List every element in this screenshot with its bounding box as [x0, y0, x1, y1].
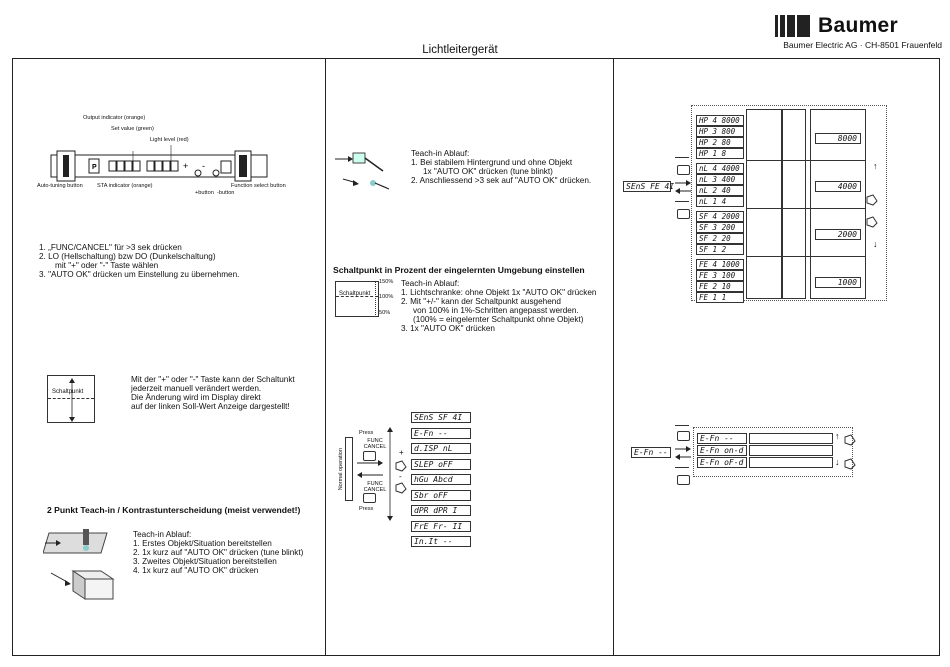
- sens-value-display: 8000: [815, 133, 861, 144]
- menu-display-3: SLEP oFF: [411, 459, 471, 470]
- teach2-0: Teach-in Ablauf:: [401, 279, 460, 288]
- light-level-label: Light level (red): [150, 137, 189, 143]
- sens-up-arrow-icon: ↑: [873, 161, 878, 171]
- sens-value-display: 1000: [815, 277, 861, 288]
- teach2-4: (100% = eingelernter Schaltpunkt ohne Objekt): [413, 315, 584, 324]
- plus-sign: +: [399, 448, 404, 457]
- percent-scale-line: [375, 281, 376, 317]
- function-select-label: Function select button: [231, 183, 286, 189]
- sens-row: nL 3 400: [696, 174, 744, 185]
- sens-row: SF 4 2000: [696, 211, 744, 222]
- efn-side-line: [675, 467, 689, 468]
- step-2-cont: mit "+" oder "-" Taste wählen: [55, 261, 159, 270]
- percent-150: 150%: [379, 279, 394, 285]
- efn-down-arrow-icon: ↓: [835, 457, 840, 467]
- func-bottom-label: FUNC CANCEL: [363, 481, 387, 494]
- plus-button-label: +button: [195, 190, 214, 196]
- column-divider: [325, 59, 326, 655]
- svg-text:+: +: [183, 161, 189, 171]
- page-title: Lichtleitergerät: [422, 44, 498, 56]
- menu-display-2: d.ISP nL: [411, 443, 471, 454]
- sens-arrows-icon: [673, 179, 693, 195]
- teach2-5: 3. 1x "AUTO OK" drücken: [401, 324, 495, 333]
- step-3: 3. "AUTO OK" drücken um Einstellung zu übernehmen.: [39, 270, 240, 279]
- efn-side-line: [675, 425, 689, 426]
- two-point-step-3: 3. Zweites Objekt/Situation bereitstellen: [133, 557, 277, 566]
- sens-row: HP 4 8000: [696, 115, 744, 126]
- efn-arrows-icon: [673, 445, 693, 461]
- sens-row: HP 3 800: [696, 126, 744, 137]
- step-2: 2. LO (Hellschaltung) bzw DO (Dunkelschaltung): [39, 252, 216, 261]
- efn-row-box: [749, 457, 833, 468]
- percent-100: 100%: [379, 294, 394, 300]
- sens-row: nL 4 4000: [696, 163, 744, 174]
- brand-subtitle: Baumer Electric AG · CH-8501 Frauenfeld: [783, 40, 942, 50]
- teach-illustration-icon: [333, 143, 395, 195]
- auto-tuning-label: Auto-tuning button: [37, 183, 83, 189]
- func-cancel-button-bottom[interactable]: [363, 493, 376, 503]
- teach1-1: 1. Bei stabilem Hintergrund und ohne Objekt: [411, 158, 573, 167]
- menu-display-4: hGu Abcd: [411, 474, 471, 485]
- column-divider: [613, 59, 614, 655]
- teach1-3: 2. Anschliessend >3 sek auf "AUTO OK" drücken.: [411, 176, 592, 185]
- press-top-label: Press: [359, 430, 374, 436]
- efn-display: E-Fn --: [631, 447, 671, 458]
- efn-row-box: [749, 445, 833, 456]
- sens-row: FE 4 1000: [696, 259, 744, 270]
- cycle-arrows-icon: [355, 457, 385, 481]
- efn-row: E-Fn on-d: [697, 445, 747, 456]
- two-point-title: 2 Punkt Teach-in / Kontrastunterscheidung (meist verwendet!): [47, 505, 301, 515]
- menu-display-8: In.It --: [411, 536, 471, 547]
- brand-name: Baumer: [818, 14, 898, 37]
- up-down-arrow-icon: [68, 378, 76, 422]
- side-button-top[interactable]: [677, 165, 690, 175]
- press-bottom-label: Press: [359, 506, 374, 512]
- manual-text-1: Mit der "+" oder "-" Taste kann der Schaltunkt: [131, 375, 295, 384]
- teach1-0: Teach-in Ablauf:: [411, 149, 470, 158]
- document-frame: [12, 58, 940, 656]
- efn-button-bottom[interactable]: [677, 475, 690, 485]
- sens-row: HP 1 8: [696, 148, 744, 159]
- sens-row: SF 2 20: [696, 233, 744, 244]
- two-point-step-2: 2. 1x kurz auf "AUTO OK" drücken (tune blinkt): [133, 548, 304, 557]
- schaltpunkt-box: [47, 375, 95, 423]
- teach1-2: 1x "AUTO OK" drücken (tune blinkt): [423, 167, 553, 176]
- sens-row: FE 3 100: [696, 270, 744, 281]
- teach2-3: von 100% in 1%-Schritten angepasst werden.: [413, 306, 579, 315]
- menu-display-7: FrE Fr- II: [411, 521, 471, 532]
- func-top-label: FUNC CANCEL: [363, 438, 387, 451]
- side-line: [675, 157, 689, 158]
- minus-button-label: -button: [217, 190, 235, 196]
- percent-box: [335, 281, 379, 317]
- efn-up-arrow-icon: ↑: [835, 431, 840, 441]
- normal-operation-box: [337, 437, 353, 501]
- two-point-step-1: 1. Erstes Objekt/Situation bereitstellen: [133, 539, 272, 548]
- sta-indicator-label: STA indicator (orange): [97, 183, 153, 189]
- sens-col-mid: [782, 109, 806, 299]
- sens-row: SF 3 200: [696, 222, 744, 233]
- sens-row: nL 1 4: [696, 196, 744, 207]
- two-point-step-4: 4. 1x kurz auf "AUTO OK" drücken: [133, 566, 259, 575]
- two-point-illustration-icon: [43, 525, 121, 601]
- menu-display-6: dPR dPR I: [411, 505, 471, 516]
- two-point-step-0: Teach-in Ablauf:: [133, 530, 192, 539]
- sens-row: FE 1 1: [696, 292, 744, 303]
- sens-value-display: 4000: [815, 181, 861, 192]
- teach2-2: 2. Mit "+/-" kann der Schaltpunkt ausgehend: [401, 297, 561, 306]
- menu-display-5: Sbr oFF: [411, 490, 471, 501]
- teach2-1: 1. Lichtschranke: ohne Objekt 1x "AUTO OK" drücken: [401, 288, 597, 297]
- manual-text-3: Die Änderung wird im Display direkt: [131, 393, 261, 402]
- brand-logo: [775, 14, 898, 38]
- sens-display: SEnS FE 4I: [623, 181, 671, 192]
- schaltpunkt-label: Schaltpunkt: [52, 389, 84, 395]
- sens-down-arrow-icon: ↓: [873, 239, 878, 249]
- minus-sign: -: [399, 472, 402, 481]
- sens-group-divider: [746, 160, 866, 161]
- brand-bars-icon: [775, 15, 810, 37]
- percent-50: 50%: [379, 310, 391, 316]
- plus-minus-buttons-icon: [394, 459, 408, 495]
- sens-row: HP 2 80: [696, 137, 744, 148]
- efn-row: E-Fn --: [697, 433, 747, 444]
- efn-row: E-Fn oF-d: [697, 457, 747, 468]
- menu-display-1: E-Fn --: [411, 428, 471, 439]
- svg-text:-: -: [202, 161, 205, 171]
- svg-text:P: P: [92, 164, 97, 171]
- sens-group-divider: [746, 208, 866, 209]
- sens-value-display: 2000: [815, 229, 861, 240]
- sens-col-left: [746, 109, 782, 299]
- efn-plus-minus-icon: [843, 433, 857, 473]
- sens-plus-minus-icon: [865, 193, 879, 229]
- sens-row: FE 2 10: [696, 281, 744, 292]
- percent-box-label: Schaltpunkt: [339, 291, 371, 297]
- output-indicator-label: Output indicator (orange): [83, 115, 146, 121]
- sens-row: nL 2 40: [696, 185, 744, 196]
- normal-operation-label: Normal operation: [337, 448, 344, 491]
- side-line: [675, 201, 689, 202]
- sens-group-divider: [746, 256, 866, 257]
- efn-button-top[interactable]: [677, 431, 690, 441]
- manual-text-4: auf der linken Soll-Wert Anzeige dargestellt!: [131, 402, 290, 411]
- menu-display-0: SEnS SF 4I: [411, 412, 471, 423]
- side-button-bottom[interactable]: [677, 209, 690, 219]
- step-1: 1. „FUNC/CANCEL" für >3 sek drücken: [39, 243, 182, 252]
- manual-text-2: jederzeit manuell verändert werden.: [131, 384, 262, 393]
- efn-row-box: [749, 433, 833, 444]
- set-value-label: Set value (green): [111, 126, 154, 132]
- menu-vertical-arrow-icon: [386, 427, 394, 521]
- sens-row: SF 1 2: [696, 244, 744, 255]
- percent-title: Schaltpunkt in Prozent der eingelernten Umgebung einstellen: [333, 265, 585, 275]
